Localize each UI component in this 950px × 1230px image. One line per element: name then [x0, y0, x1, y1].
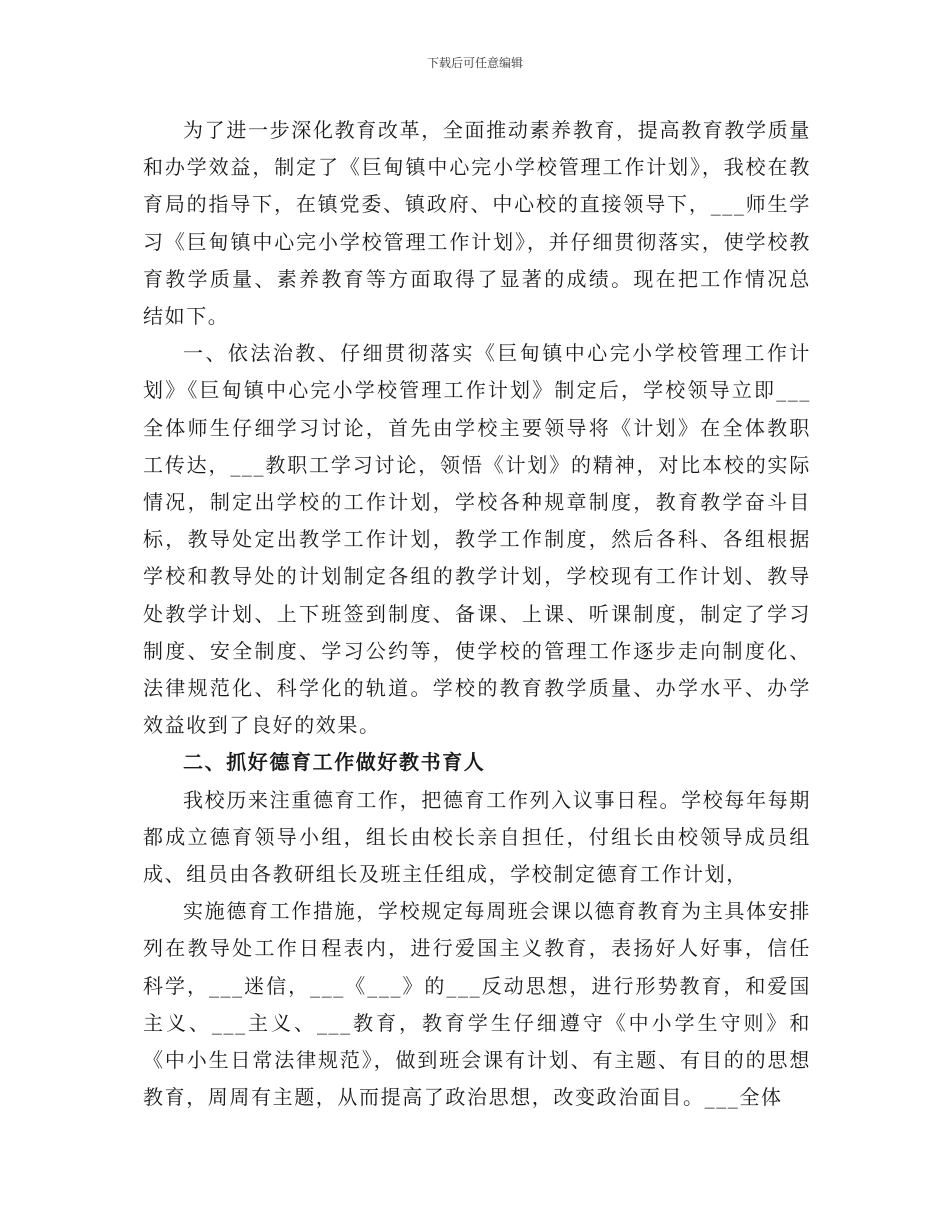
paragraph-section-one: 一、依法治教、仔细贯彻落实《巨甸镇中心完小学校管理工作计划》《巨甸镇中心完小学校管理工作计划》制定后，学校领导立即___全体师生仔细学习讨论，首先由学校主要领导将《计划》在全体教职工传达，___教职工学习讨论，领悟《计划》的精神，对比本校的实际情况，制定出学校的工作计划，学校各种规章制度，教育教学奋斗目标，教导处定出教学工作计划，教学工作制度，然后各科、各组根据学校和教导处的计划制定各组的教学计划，学校现有工作计划、教导处教学计划、上下班签到制度、备课、上课、听课制度，制定了学习制度、安全制度、学习公约等，使学校的管理工作逐步走向制度化、法律规范化、科学化的轨道。学校的教育教学质量、办学水平、办学效益收到了良好的效果。 — [143, 341, 811, 738]
section-heading-two: 二、抓好德育工作做好教书育人 — [183, 750, 486, 775]
page-header: 下载后可任意编辑 — [426, 56, 523, 70]
paragraph-intro: 为了进一步深化教育改革，全面推动素养教育，提高教育教学质量和办学效益，制定了《巨甸镇中心完小学校管理工作计划》，我校在教育局的指导下，在镇党委、镇政府、中心校的直接领导下，___师生学习《巨甸镇中心完小学校管理工作计划》，并仔细贯彻落实，使学校教育教学质量、素养教育等方面取得了显著的成绩。现在把工作情况总结如下。 — [143, 118, 811, 329]
document-body — [143, 112, 811, 1116]
paragraph-moral-education: 我校历来注重德育工作，把德育工作列入议事日程。学校每年每期都成立德育领导小组，组长由校长亲自担任，付组长由校领导成员组成、组员由各教研组长及班主任组成，学校制定德育工作计划， — [143, 787, 811, 887]
paragraph-measures: 实施德育工作措施，学校规定每周班会课以德育教育为主具体安排列在教导处工作日程表内，进行爱国主义教育，表扬好人好事，信任科学，___迷信，___《___》的___反动思想，进行形势教育，和爱国主义、___主义、___教育，教育学生仔细遵守《中小学生守则》和《中小生日常法律规范》，做到班会课有计划、有主题、有目的的思想教育，周周有主题，从而提高了政治思想，改变政治面目。___全体 — [143, 899, 811, 1110]
